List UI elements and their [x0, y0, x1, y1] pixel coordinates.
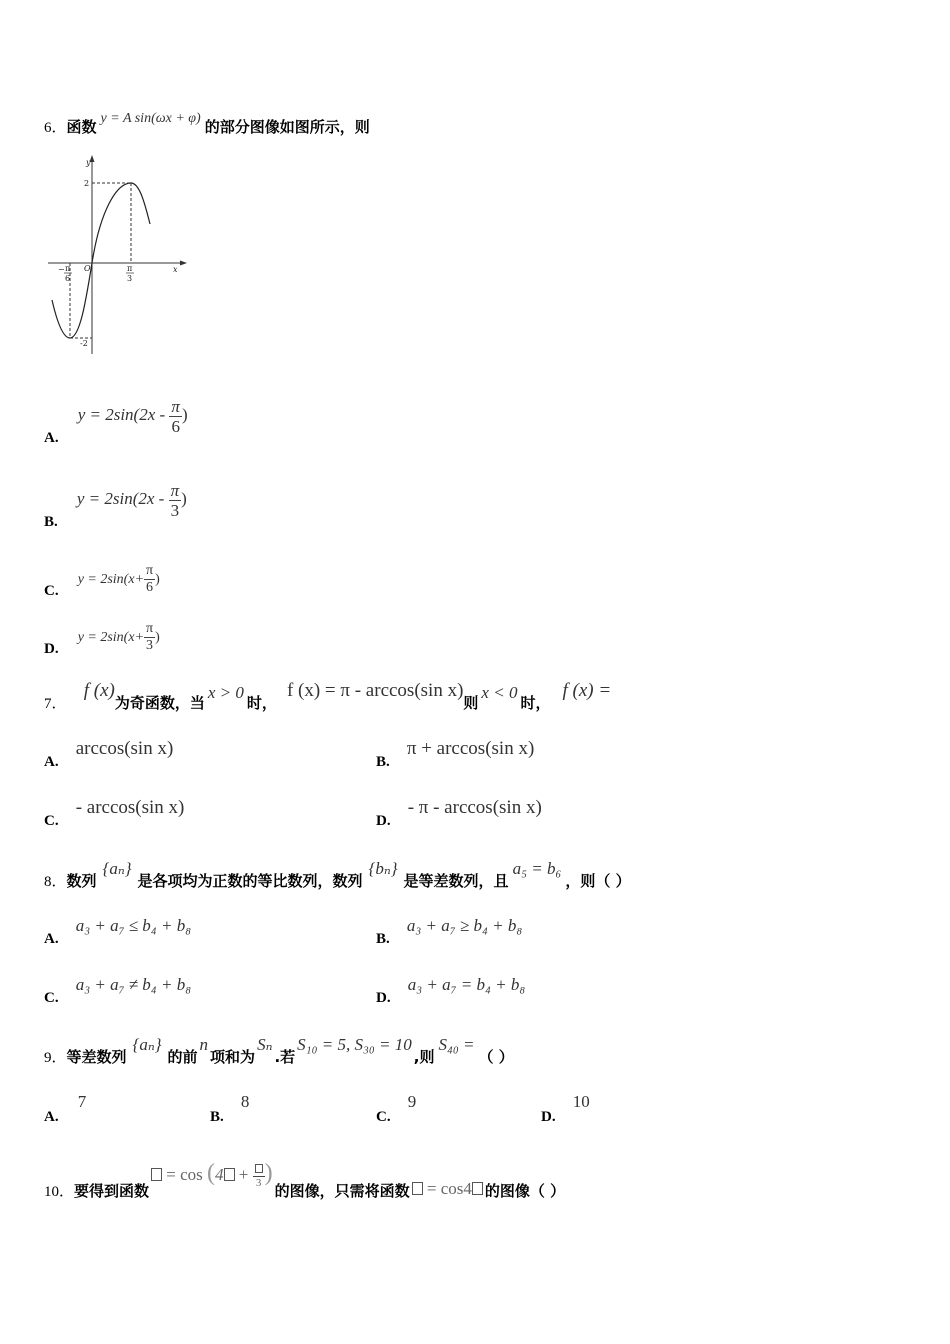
q6-option-d[interactable]	[44, 621, 160, 657]
q6-option-c-expr: y = 2sin(x+ $\frac{\pi}{6}$ )	[77, 563, 160, 595]
q8-t2: 是各项均为正数的等比数列，数列	[137, 872, 363, 890]
q8-t3: 是等差数列，且	[403, 872, 509, 890]
q8-option-b[interactable]	[376, 916, 523, 947]
q8-option-b-expr: a₃ + a₇ ≥ b₄ + b₈	[406, 916, 523, 935]
q7-option-c[interactable]	[44, 797, 185, 829]
q9-s40: S₄₀ =	[438, 1035, 475, 1054]
missing-glyph-icon	[412, 1182, 423, 1195]
q9-option-a-label: A.	[44, 1109, 59, 1125]
q7-option-d-expr: - π - arccos(sin x)	[407, 797, 542, 818]
q8-option-a[interactable]	[44, 916, 192, 947]
sine-curve	[52, 183, 150, 338]
origin-label: O	[84, 264, 91, 273]
q8-t1: 数列	[66, 872, 97, 890]
x-neg-num: π	[65, 264, 71, 273]
q7-option-a[interactable]	[44, 738, 174, 770]
q7-t4: 时，	[520, 694, 551, 712]
q6-option-d-label: D.	[44, 640, 59, 657]
q6-option-a-expr: y = 2sin(2x - $\frac{\pi}{6}$ )	[77, 397, 188, 436]
q9-seq-a: {aₙ}	[132, 1035, 162, 1054]
q8-stem	[44, 858, 631, 890]
q8-option-d[interactable]	[376, 975, 526, 1006]
q7-option-a-label: A.	[44, 754, 59, 770]
q6-tail: 的部分图像如图所示，则	[204, 118, 370, 136]
y-min-label: -2	[80, 339, 88, 348]
q7-stem	[44, 680, 612, 712]
q9-t3: 项和为	[210, 1048, 256, 1066]
x-pos-num: π	[127, 264, 133, 273]
q7-option-b-label: B.	[376, 754, 390, 770]
missing-glyph-icon	[151, 1168, 162, 1181]
q8-option-d-expr: a₃ + a₇ = b₄ + b₈	[407, 975, 526, 994]
q9-t5: ,则	[413, 1048, 435, 1066]
q6-graph	[44, 150, 194, 360]
q9-option-b[interactable]	[210, 1092, 250, 1125]
q7-option-a-expr: arccos(sin x)	[75, 738, 174, 759]
q7-option-b-expr: π + arccos(sin x)	[406, 738, 535, 759]
q6-option-b[interactable]	[44, 481, 187, 531]
q9-option-c[interactable]	[376, 1092, 417, 1125]
q10-t1: 要得到函数	[74, 1182, 150, 1200]
q10-t2: 的图像，只需将函数	[274, 1182, 410, 1200]
q10-f1: = cos (4 + 3 )	[151, 1165, 273, 1184]
q7-f2: f (x) = π - arccos(sin x)	[286, 680, 464, 701]
q10-stem	[44, 1160, 566, 1200]
q6-option-d-expr: y = 2sin(x+ $\frac{\pi}{3}$ )	[77, 621, 160, 653]
q7-option-b[interactable]	[376, 738, 535, 770]
q7-option-c-label: C.	[44, 813, 59, 829]
q8-option-c-expr: a₃ + a₇ ≠ b₄ + b₈	[75, 975, 192, 994]
q7-c2: x < 0	[481, 683, 518, 702]
q8-option-c-label: C.	[44, 990, 59, 1006]
q7-option-c-expr: - arccos(sin x)	[75, 797, 185, 818]
q8-option-b-label: B.	[376, 931, 390, 947]
q9-sn: Sₙ	[257, 1035, 273, 1054]
q9-t6: （ ）	[478, 1048, 514, 1066]
q10-t3: 的图像（ ）	[484, 1182, 566, 1200]
q10-f2: = cos4	[412, 1179, 483, 1198]
q8-seq-a: {aₙ}	[102, 859, 132, 878]
q8-option-a-label: A.	[44, 931, 59, 947]
q7-option-d[interactable]	[376, 797, 542, 829]
q6-option-b-label: B.	[44, 514, 58, 531]
q6-stem	[44, 111, 370, 137]
q6-option-c-label: C.	[44, 582, 59, 599]
q9-option-d-value: 10	[572, 1092, 590, 1111]
q7-option-d-label: D.	[376, 813, 391, 829]
q7-t2: 时，	[246, 694, 277, 712]
q6-number: 6．	[44, 120, 67, 136]
q9-option-c-value: 9	[407, 1092, 417, 1111]
q9-option-b-label: B.	[210, 1109, 224, 1125]
q9-stem	[44, 1034, 514, 1066]
q6-option-b-expr: y = 2sin(2x - $\frac{\pi}{3}$ )	[76, 481, 187, 520]
y-axis-label: y	[86, 158, 91, 167]
q9-t4: .若	[274, 1048, 296, 1066]
q8-option-c[interactable]	[44, 975, 192, 1006]
q8-option-d-label: D.	[376, 990, 391, 1006]
q6-option-c[interactable]	[44, 563, 160, 599]
missing-glyph-icon	[224, 1168, 235, 1181]
q9-option-a-value: 7	[77, 1092, 87, 1111]
q8-number: 8．	[44, 874, 67, 890]
y-max-label: 2	[84, 179, 90, 188]
q9-t1: 等差数列	[66, 1048, 127, 1066]
missing-glyph-icon	[255, 1164, 263, 1173]
q8-option-a-expr: a₃ + a₇ ≤ b₄ + b₈	[75, 916, 192, 935]
q8-cond: a₅ = b₆	[512, 859, 562, 878]
q9-option-d-label: D.	[541, 1109, 556, 1125]
q9-option-b-value: 8	[240, 1092, 250, 1111]
x-neg-sign: −	[58, 265, 65, 274]
missing-glyph-icon	[472, 1182, 483, 1195]
q7-c1: x > 0	[207, 683, 244, 702]
q9-cond: S₁₀ = 5, S₃₀ = 10	[297, 1035, 412, 1054]
q9-option-c-label: C.	[376, 1109, 391, 1125]
q7-t1: 为奇函数，当	[114, 694, 205, 712]
q6-option-a[interactable]	[44, 397, 188, 447]
q9-n: n	[199, 1035, 209, 1054]
q9-option-a[interactable]	[44, 1092, 87, 1125]
q9-t2: 的前	[167, 1048, 198, 1066]
q7-number: 7．	[44, 696, 67, 712]
q6-option-a-label: A.	[44, 430, 59, 447]
q6-lead: 函数	[66, 118, 97, 136]
q9-number: 9．	[44, 1050, 67, 1066]
x-neg-den: 6	[65, 274, 71, 283]
q6-formula: y = A sin(ωx + φ)	[100, 111, 201, 126]
x-axis-arrow	[180, 261, 187, 266]
q7-f3: f (x) =	[562, 680, 612, 701]
q7-f1: f (x)	[83, 680, 115, 701]
q8-t4: ，则（ ）	[565, 872, 631, 890]
x-axis-label: x	[173, 265, 178, 274]
q7-t3: 则	[463, 694, 479, 712]
x-pos-den: 3	[127, 274, 133, 283]
q9-option-d[interactable]	[541, 1092, 590, 1125]
q10-number: 10．	[44, 1184, 75, 1200]
q8-seq-b: {bₙ}	[368, 859, 398, 878]
